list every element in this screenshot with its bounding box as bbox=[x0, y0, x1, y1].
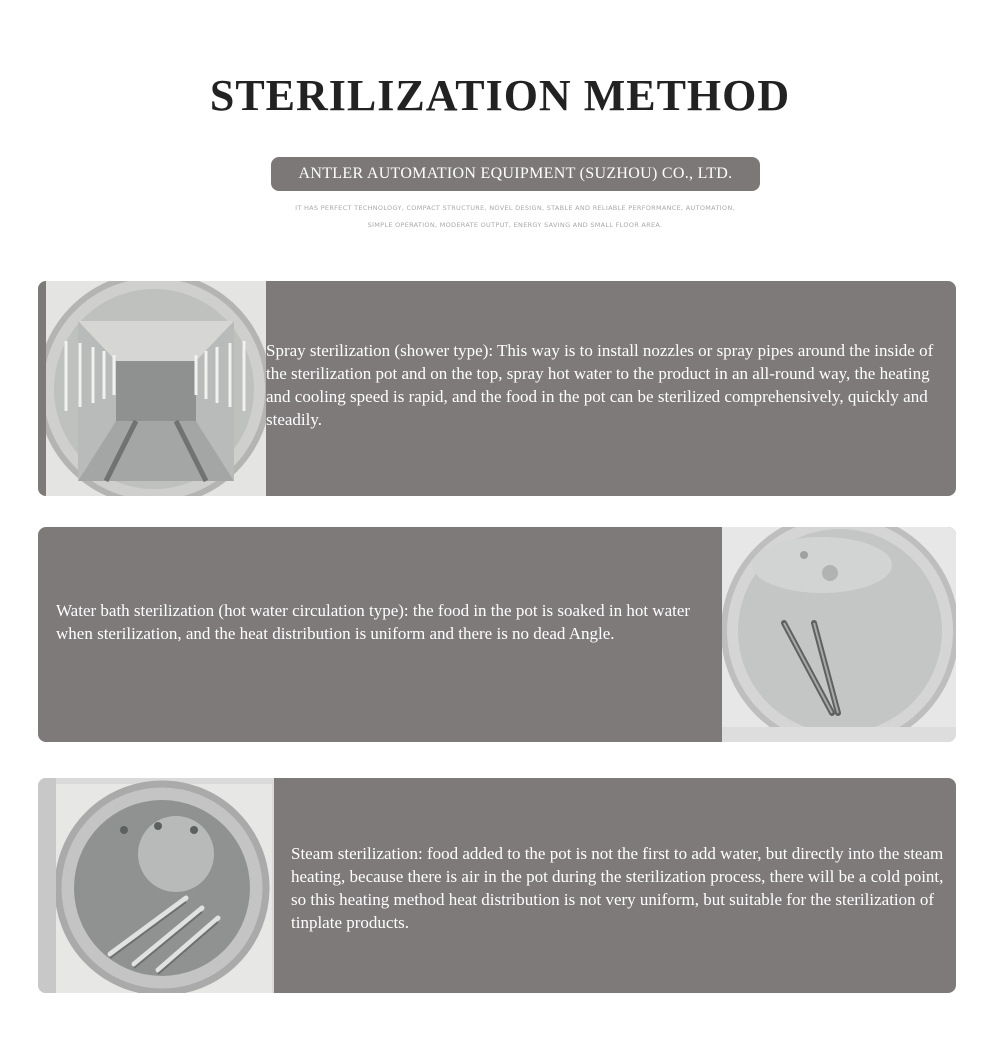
steam-retort-photo bbox=[38, 778, 274, 993]
page-title: STERILIZATION METHOD bbox=[209, 71, 791, 120]
spray-sterilization-card bbox=[38, 281, 956, 496]
tagline-line-2: SIMPLE OPERATION, MODERATE OUTPUT, ENERGY SAVING AND SMALL FLOOR AREA. bbox=[367, 221, 663, 229]
spray-retort-photo bbox=[38, 281, 266, 496]
steam-sterilization-card bbox=[38, 778, 956, 993]
company-name-badge: ANTLER AUTOMATION EQUIPMENT (SUZHOU) CO., LTD. bbox=[271, 157, 760, 191]
tagline-line-1: IT HAS PERFECT TECHNOLOGY, COMPACT STRUCTURE, NOVEL DESIGN, STABLE AND RELIABLE PERFORMANCE, AUTOMATION, bbox=[295, 204, 735, 212]
steam-sterilization-description: Steam sterilization: food added to the pot is not the first to add water, but directly into the steam heating, because there is air in the pot during the sterilization process, there will be a cold point, so this heating method heat distribution is not very uniform, but suitable for the sterilization of tinplate products. bbox=[291, 844, 944, 932]
spray-sterilization-description: Spray sterilization (shower type): This way is to install nozzles or spray pipes around the inside of the sterilization pot and on the top, spray hot water to the product in an all-round way, the heating and cooling speed is rapid, and the food in the pot can be sterilized comprehensively, quickly and steadily. bbox=[266, 341, 934, 429]
water-bath-retort-photo bbox=[722, 527, 956, 742]
water-bath-sterilization-description: Water bath sterilization (hot water circulation type): the food in the pot is soaked in hot water when sterilization, and the heat distribution is uniform and there is no dead Angle. bbox=[56, 601, 691, 643]
water-bath-sterilization-card bbox=[38, 527, 956, 742]
